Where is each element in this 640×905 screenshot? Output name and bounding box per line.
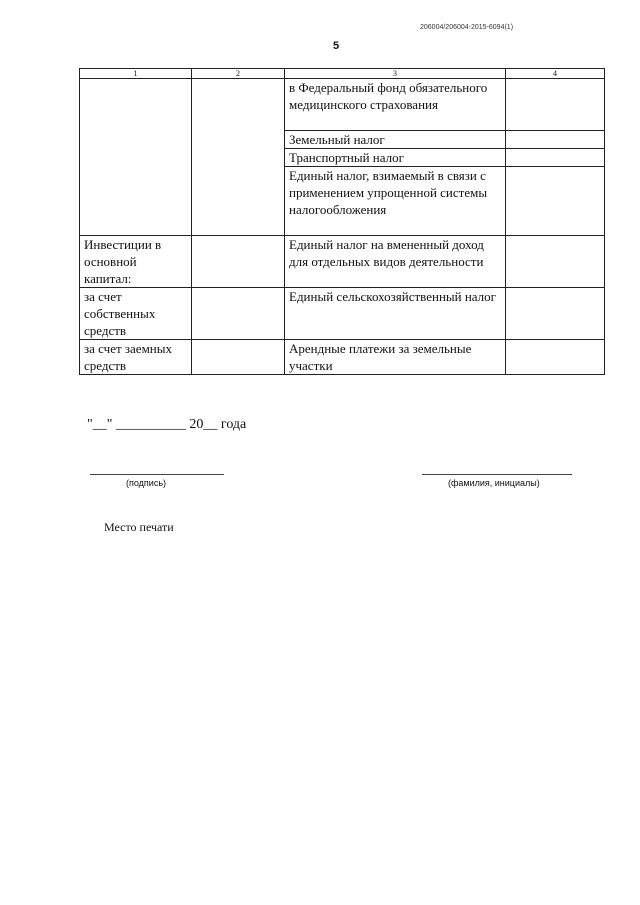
value-cell	[506, 148, 604, 166]
tax-name: Арендные платежи за земельные участки	[285, 340, 506, 375]
row-label: за счет собственных средств	[80, 288, 192, 340]
table-row	[80, 288, 605, 340]
tax-item-land: Земельный налог	[285, 130, 505, 148]
row-label: за счет заемных средств	[80, 340, 192, 375]
tax-item-ffoms: в Федеральный фонд обязательного медицинского страхования	[289, 80, 488, 112]
signature-line	[90, 474, 224, 475]
tax-item-usn: Единый налог, взимаемый в связи с применением упрощенной системы налогообложения	[285, 166, 505, 235]
value-cell	[506, 79, 604, 130]
tax-table	[79, 68, 605, 375]
table-header-row	[80, 69, 605, 79]
tax-list-cell	[285, 79, 506, 236]
row-label: Инвестиции в основной капитал:	[80, 236, 192, 288]
table-cell	[192, 236, 285, 288]
table-cell	[506, 236, 605, 288]
column-header-2: 2	[192, 69, 285, 79]
value-cell	[506, 130, 604, 148]
name-line	[422, 474, 572, 475]
tax-name: Единый налог на вмененный доход для отдельных видов деятельности	[285, 236, 506, 288]
value-list-cell	[506, 79, 605, 236]
stamp-place-label: Место печати	[104, 520, 174, 534]
column-header-1: 1	[80, 69, 192, 79]
table-row	[80, 340, 605, 375]
table-row	[80, 79, 605, 236]
table-cell	[192, 288, 285, 340]
name-caption: (фамилия, инициалы)	[448, 478, 540, 488]
table-cell	[192, 79, 285, 236]
table-cell	[192, 340, 285, 375]
document-id: 206004/206004-2015-6094(1)	[420, 24, 514, 31]
table-cell	[80, 79, 192, 236]
page-number: 5	[333, 40, 340, 52]
signature-caption: (подпись)	[126, 478, 167, 488]
tax-name: Единый сельскохозяйственный налог	[285, 288, 506, 340]
table-cell	[506, 288, 605, 340]
column-header-3: 3	[285, 69, 506, 79]
date-line: "__" __________ 20__ года	[87, 417, 247, 432]
value-cell	[506, 166, 604, 235]
table-row	[80, 236, 605, 288]
tax-item-transport: Транспортный налог	[285, 148, 505, 166]
column-header-4: 4	[506, 69, 605, 79]
table-cell	[506, 340, 605, 375]
